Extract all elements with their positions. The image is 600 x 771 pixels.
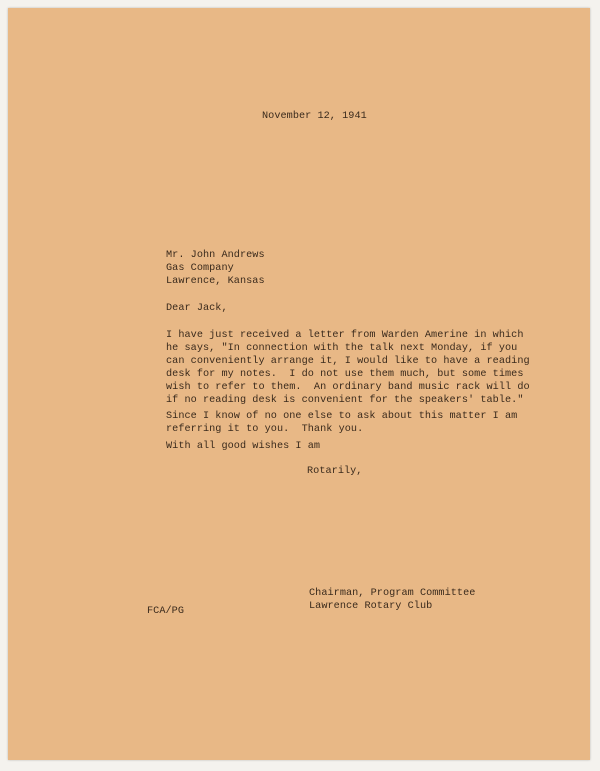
- recipient-name: Mr. John Andrews: [166, 250, 265, 261]
- signature-title: Chairman, Program Committee: [309, 588, 476, 599]
- paragraph1-line: can conveniently arrange it, I would like to have a reading: [166, 356, 530, 367]
- paragraph1-line: wish to refer to them. An ordinary band music rack will do: [166, 382, 530, 393]
- salutation: Dear Jack,: [166, 303, 228, 314]
- letter-date: November 12, 1941: [262, 111, 367, 122]
- paragraph2-line: referring it to you. Thank you.: [166, 424, 364, 435]
- closing: Rotarily,: [307, 466, 363, 477]
- recipient-company: Gas Company: [166, 263, 234, 274]
- typist-initials: FCA/PG: [147, 606, 184, 617]
- paragraph2-line: Since I know of no one else to ask about this matter I am: [166, 411, 518, 422]
- signature-organization: Lawrence Rotary Club: [309, 601, 433, 612]
- recipient-city: Lawrence, Kansas: [166, 276, 265, 287]
- letter-page: [8, 8, 590, 760]
- paragraph3: With all good wishes I am: [166, 441, 321, 452]
- paragraph1-line: I have just received a letter from Warden Amerine in which: [166, 330, 524, 341]
- paragraph1-line: if no reading desk is convenient for the speakers' table.": [166, 395, 524, 406]
- paragraph1-line: desk for my notes. I do not use them much, but some times: [166, 369, 524, 380]
- paragraph1-line: he says, "In connection with the talk next Monday, if you: [166, 343, 518, 354]
